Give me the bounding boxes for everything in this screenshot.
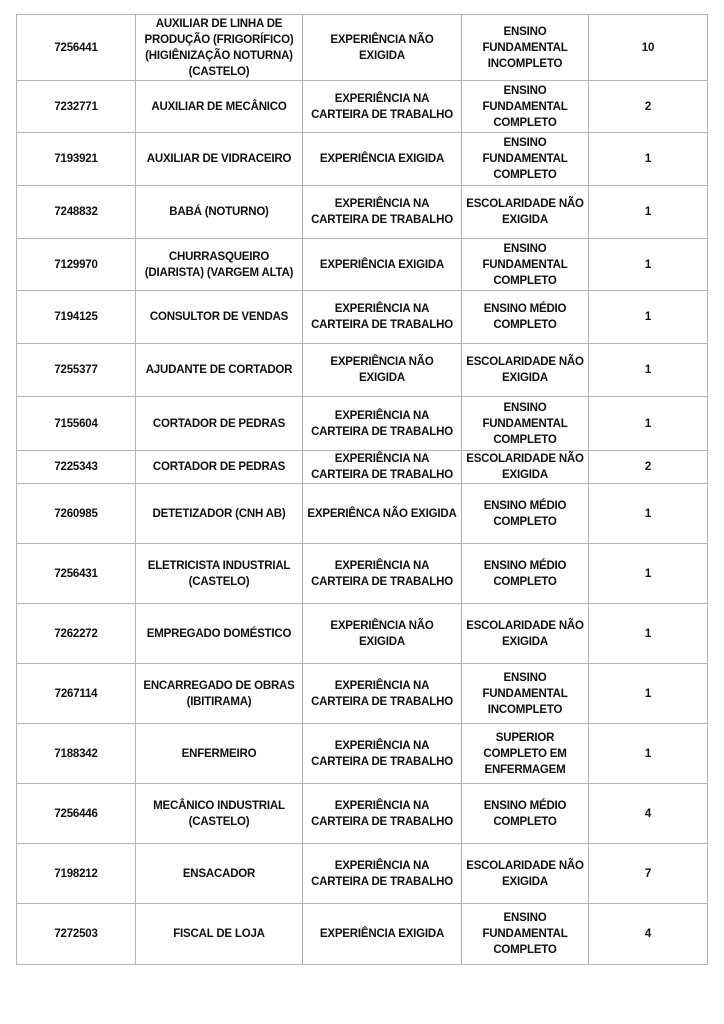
experience-requirement: EXPERIÊNCIA NA CARTEIRA DE TRABALHO [303, 291, 462, 344]
education-requirement: ESCOLARIDADE NÃO EXIGIDA [462, 604, 589, 664]
job-title: ENFERMEIRO [136, 724, 303, 784]
education-requirement: ENSINO FUNDAMENTAL COMPLETO [462, 133, 589, 186]
vacancy-count: 1 [589, 186, 708, 239]
job-title: AJUDANTE DE CORTADOR [136, 344, 303, 397]
job-title: AUXILIAR DE LINHA DE PRODUÇÃO (FRIGORÍFICO) (HIGIÊNIZAÇÃO NOTURNA) (CASTELO) [136, 15, 303, 81]
experience-requirement: EXPERIÊNCIA NA CARTEIRA DE TRABALHO [303, 784, 462, 844]
education-requirement: ESCOLARIDADE NÃO EXIGIDA [462, 344, 589, 397]
vacancy-count: 1 [589, 344, 708, 397]
experience-requirement: EXPERIÊNCIA NA CARTEIRA DE TRABALHO [303, 451, 462, 484]
table-row [17, 397, 708, 451]
job-title: CONSULTOR DE VENDAS [136, 291, 303, 344]
experience-requirement: EXPERIÊNCIA EXIGIDA [303, 239, 462, 291]
table-row [17, 451, 708, 484]
job-code: 7232771 [17, 81, 136, 133]
job-code: 7129970 [17, 239, 136, 291]
table-row [17, 133, 708, 186]
job-title: FISCAL DE LOJA [136, 904, 303, 965]
vacancy-count: 1 [589, 133, 708, 186]
education-requirement: ESCOLARIDADE NÃO EXIGIDA [462, 844, 589, 904]
education-requirement: ENSINO FUNDAMENTAL COMPLETO [462, 81, 589, 133]
job-vacancies-table [16, 14, 708, 965]
job-code: 7255377 [17, 344, 136, 397]
education-requirement: SUPERIOR COMPLETO EM ENFERMAGEM [462, 724, 589, 784]
experience-requirement: EXPERIÊNCIA NÃO EXIGIDA [303, 15, 462, 81]
experience-requirement: EXPERIÊNCIA EXIGIDA [303, 904, 462, 965]
job-code: 7272503 [17, 904, 136, 965]
education-requirement: ENSINO FUNDAMENTAL INCOMPLETO [462, 15, 589, 81]
job-title: AUXILIAR DE VIDRACEIRO [136, 133, 303, 186]
job-code: 7256446 [17, 784, 136, 844]
education-requirement: ENSINO MÉDIO COMPLETO [462, 544, 589, 604]
experience-requirement: EXPERIÊNCIA NA CARTEIRA DE TRABALHO [303, 844, 462, 904]
vacancy-count: 1 [589, 664, 708, 724]
vacancy-count: 10 [589, 15, 708, 81]
education-requirement: ENSINO MÉDIO COMPLETO [462, 291, 589, 344]
job-code: 7262272 [17, 604, 136, 664]
experience-requirement: EXPERIÊNCIA EXIGIDA [303, 133, 462, 186]
vacancy-count: 1 [589, 239, 708, 291]
table-row [17, 604, 708, 664]
table-row [17, 81, 708, 133]
table-row [17, 239, 708, 291]
experience-requirement: EXPERIÊNCIA NA CARTEIRA DE TRABALHO [303, 544, 462, 604]
vacancy-count: 4 [589, 784, 708, 844]
experience-requirement: EXPERIÊNCIA NA CARTEIRA DE TRABALHO [303, 397, 462, 451]
job-code: 7225343 [17, 451, 136, 484]
experience-requirement: EXPERIÊNCIA NA CARTEIRA DE TRABALHO [303, 186, 462, 239]
vacancy-count: 1 [589, 604, 708, 664]
table-row [17, 15, 708, 81]
job-code: 7267114 [17, 664, 136, 724]
job-code: 7188342 [17, 724, 136, 784]
vacancy-count: 2 [589, 81, 708, 133]
job-title: EMPREGADO DOMÉSTICO [136, 604, 303, 664]
job-title: CORTADOR DE PEDRAS [136, 451, 303, 484]
experience-requirement: EXPERIÊNCA NÃO EXIGIDA [303, 484, 462, 544]
table-row [17, 544, 708, 604]
job-title: ELETRICISTA INDUSTRIAL (CASTELO) [136, 544, 303, 604]
vacancy-count: 4 [589, 904, 708, 965]
table-row [17, 844, 708, 904]
job-title: CHURRASQUEIRO (DIARISTA) (VARGEM ALTA) [136, 239, 303, 291]
education-requirement: ESCOLARIDADE NÃO EXIGIDA [462, 451, 589, 484]
job-title: MECÂNICO INDUSTRIAL (CASTELO) [136, 784, 303, 844]
job-code: 7193921 [17, 133, 136, 186]
education-requirement: ENSINO FUNDAMENTAL COMPLETO [462, 397, 589, 451]
job-title: ENCARREGADO DE OBRAS (IBITIRAMA) [136, 664, 303, 724]
vacancy-count: 1 [589, 397, 708, 451]
table-row [17, 484, 708, 544]
table-row [17, 784, 708, 844]
education-requirement: ESCOLARIDADE NÃO EXIGIDA [462, 186, 589, 239]
education-requirement: ENSINO MÉDIO COMPLETO [462, 484, 589, 544]
vacancy-count: 2 [589, 451, 708, 484]
education-requirement: ENSINO MÉDIO COMPLETO [462, 784, 589, 844]
table-row [17, 724, 708, 784]
job-title: AUXILIAR DE MECÂNICO [136, 81, 303, 133]
job-code: 7198212 [17, 844, 136, 904]
experience-requirement: EXPERIÊNCIA NÃO EXIGIDA [303, 604, 462, 664]
job-title: DETETIZADOR (CNH AB) [136, 484, 303, 544]
education-requirement: ENSINO FUNDAMENTAL COMPLETO [462, 904, 589, 965]
experience-requirement: EXPERIÊNCIA NA CARTEIRA DE TRABALHO [303, 81, 462, 133]
job-code: 7248832 [17, 186, 136, 239]
vacancy-count: 1 [589, 544, 708, 604]
table-row [17, 664, 708, 724]
education-requirement: ENSINO FUNDAMENTAL INCOMPLETO [462, 664, 589, 724]
table-row [17, 344, 708, 397]
job-code: 7256441 [17, 15, 136, 81]
table-row [17, 186, 708, 239]
job-code: 7194125 [17, 291, 136, 344]
experience-requirement: EXPERIÊNCIA NA CARTEIRA DE TRABALHO [303, 664, 462, 724]
vacancy-count: 1 [589, 724, 708, 784]
education-requirement: ENSINO FUNDAMENTAL COMPLETO [462, 239, 589, 291]
experience-requirement: EXPERIÊNCIA NÃO EXIGIDA [303, 344, 462, 397]
experience-requirement: EXPERIÊNCIA NA CARTEIRA DE TRABALHO [303, 724, 462, 784]
vacancy-count: 1 [589, 484, 708, 544]
vacancy-count: 1 [589, 291, 708, 344]
job-code: 7155604 [17, 397, 136, 451]
job-title: ENSACADOR [136, 844, 303, 904]
job-title: CORTADOR DE PEDRAS [136, 397, 303, 451]
table-row [17, 904, 708, 965]
job-code: 7256431 [17, 544, 136, 604]
table-row [17, 291, 708, 344]
job-title: BABÁ (NOTURNO) [136, 186, 303, 239]
job-code: 7260985 [17, 484, 136, 544]
vacancy-count: 7 [589, 844, 708, 904]
